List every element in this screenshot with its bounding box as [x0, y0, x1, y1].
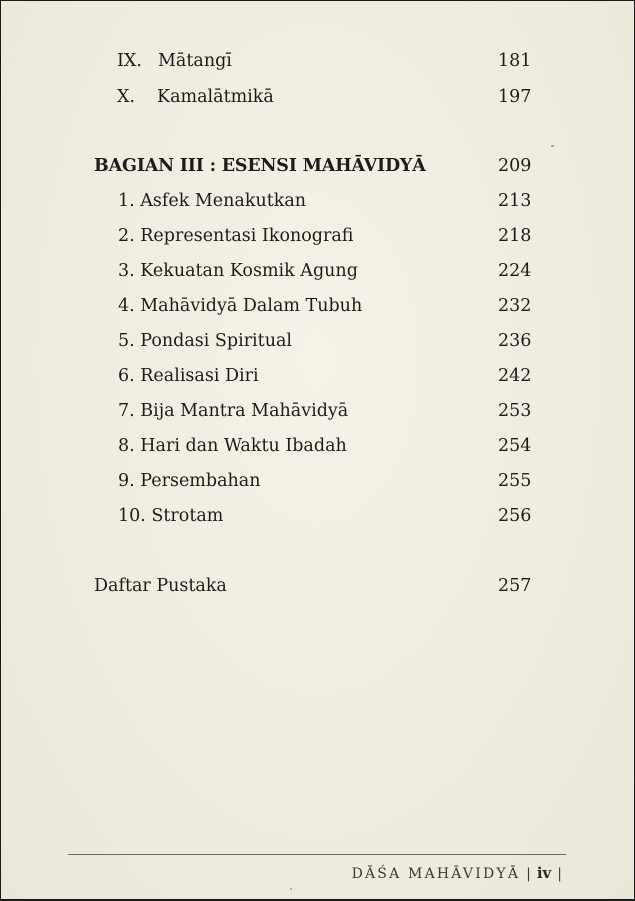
toc-section-heading	[1, 153, 634, 179]
toc-entry	[1, 503, 634, 529]
toc-section-title: BAGIAN III : ESENSI MAHĀVIDYĀ	[94, 156, 426, 176]
toc-entry-title: 7. Bija Mantra Mahāvidyā	[118, 401, 349, 421]
toc-entry-page: 213	[498, 191, 532, 211]
toc-entry-title: 4. Mahāvidyā Dalam Tubuh	[118, 296, 363, 316]
toc-entry-page: 197	[498, 87, 532, 107]
toc-entry	[1, 188, 634, 214]
paper-speck	[290, 888, 292, 890]
toc-entry	[1, 84, 634, 110]
toc-bibliography-entry	[1, 573, 634, 599]
footer-separator: |	[526, 866, 531, 882]
toc-entry-title: 1. Asfek Menakutkan	[118, 191, 307, 211]
toc-entry	[1, 433, 634, 459]
toc-entry-title: 2. Representasi Ikonografi	[118, 226, 354, 246]
toc-entry-page: 181	[498, 51, 532, 71]
toc-entry-title: 5. Pondasi Spiritual	[118, 331, 292, 351]
toc-entry-page: 218	[498, 226, 532, 246]
toc-entry	[1, 293, 634, 319]
toc-entry	[1, 223, 634, 249]
toc-entry-title: 6. Realisasi Diri	[118, 366, 259, 386]
toc-entry-title: 8. Hari dan Waktu Ibadah	[118, 436, 347, 456]
toc-entry-page: 236	[498, 331, 532, 351]
footer-divider	[68, 854, 566, 855]
toc-entry-title: 9. Persembahan	[118, 471, 261, 491]
toc-entry	[1, 363, 634, 389]
toc-entry-numeral: X.	[117, 87, 136, 107]
toc-entry-page: 255	[498, 471, 532, 491]
running-footer	[352, 864, 568, 882]
toc-entry-page: 232	[498, 296, 532, 316]
toc-entry-title: Mātangī	[158, 51, 232, 71]
toc-entry-page: 242	[498, 366, 532, 386]
document-page	[1, 1, 634, 899]
toc-entry-title: 10. Strotam	[118, 506, 224, 526]
toc-bibliography-page: 257	[498, 576, 532, 596]
toc-entry	[1, 398, 634, 424]
toc-section-page: 209	[498, 156, 532, 176]
toc-entry-page: 224	[498, 261, 532, 281]
footer-page-number: iv	[536, 864, 552, 882]
toc-entry	[1, 328, 634, 354]
toc-entry-numeral: IX.	[117, 51, 142, 71]
paper-speck	[551, 145, 554, 147]
footer-book-title: DĀŚA MAHĀVIDYĀ	[351, 866, 521, 882]
toc-entry	[1, 258, 634, 284]
toc-entry-page: 256	[498, 506, 532, 526]
toc-entry	[1, 468, 634, 494]
toc-entry-title: Kamalātmikā	[157, 87, 274, 107]
footer-trailing-separator: |	[557, 866, 562, 882]
toc-entry	[1, 48, 634, 74]
toc-entry-page: 253	[498, 401, 532, 421]
toc-entry-page: 254	[498, 436, 532, 456]
toc-entry-title: 3. Kekuatan Kosmik Agung	[118, 261, 358, 281]
toc-bibliography-title: Daftar Pustaka	[94, 576, 227, 596]
